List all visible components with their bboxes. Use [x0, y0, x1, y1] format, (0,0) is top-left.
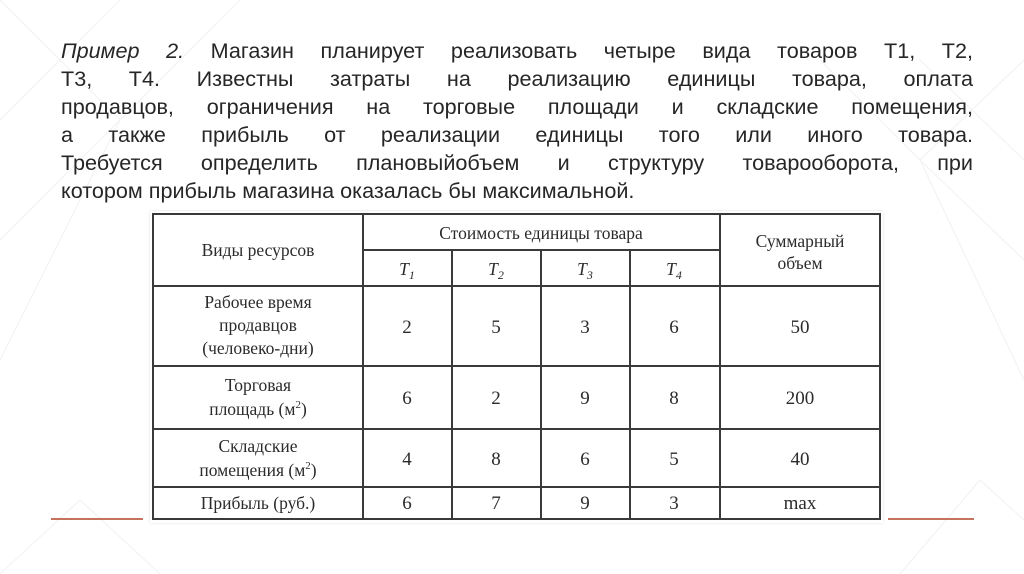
- row3-total: 40: [790, 449, 810, 470]
- row2-label-line2: [209, 399, 307, 419]
- problem-description: [61, 37, 973, 204]
- row1-value-t2: 5: [491, 317, 501, 338]
- header-t4-letter: T: [666, 259, 676, 279]
- row4-value-t2: 7: [491, 493, 501, 514]
- header-total-line2: объем: [777, 253, 823, 273]
- text-line-6: котором прибыль магазина оказалась бы максимальной.: [61, 177, 635, 203]
- row2-label-line1: Торговая: [224, 375, 292, 395]
- row3-label-main: помещения (м: [199, 460, 306, 480]
- row2-value-t2: 2: [491, 388, 501, 409]
- header-t3: [577, 259, 593, 282]
- row3-label-close: ): [310, 460, 317, 480]
- row4-value-t3: 9: [580, 493, 590, 514]
- row4-label: Прибыль (руб.): [200, 493, 316, 513]
- divider-left: [51, 518, 143, 520]
- row1-value-t1: 2: [402, 317, 412, 338]
- header-unit-cost: Стоимость единицы товара: [439, 223, 643, 243]
- row3-value-t2: 8: [491, 449, 501, 470]
- row2-label-main: площадь (м: [209, 399, 296, 419]
- row1-label-line1: Рабочее время: [204, 292, 312, 312]
- row3-label-sup: 2: [305, 460, 311, 472]
- row2-label-close: ): [300, 399, 307, 419]
- row4-value-t1: 6: [402, 493, 412, 514]
- header-t3-sub: 3: [586, 268, 593, 282]
- row3-label-line1: Складские: [218, 436, 298, 456]
- header-t4-sub: 4: [675, 268, 682, 282]
- header-t1-letter: T: [399, 259, 409, 279]
- header-t2-sub: 2: [497, 268, 504, 282]
- header-t1: [399, 259, 415, 282]
- row1-value-t4: 6: [669, 317, 679, 338]
- header-total-line1: Суммарный: [755, 231, 845, 251]
- row2-value-t4: 8: [669, 388, 679, 409]
- text-line-4: а также прибыль от реализации единицы того или иного товара.: [61, 121, 973, 147]
- text-line-3: продавцов, ограничения на торговые площади и складские помещения,: [61, 93, 973, 119]
- resources-table: [150, 211, 883, 523]
- header-t1-sub: 1: [408, 268, 415, 282]
- header-resources: Виды ресурсов: [201, 240, 315, 260]
- header-t3-letter: T: [577, 259, 587, 279]
- row1-label-line2: продавцов: [219, 315, 297, 335]
- row2-value-t3: 9: [580, 388, 590, 409]
- text-line-1: [61, 37, 973, 65]
- row3-value-t3: 6: [580, 449, 590, 470]
- row1-value-t3: 3: [580, 317, 590, 338]
- header-t2: [488, 259, 504, 282]
- row4-total: max: [783, 493, 817, 514]
- row3-value-t1: 4: [402, 449, 412, 470]
- resources-table-grid: [150, 211, 883, 523]
- text-line-1-body: Магазин планирует реализовать четыре вида товаров Т1, Т2,: [184, 38, 974, 63]
- row2-value-t1: 6: [402, 388, 412, 409]
- row4-value-t4: 3: [669, 493, 679, 514]
- row1-total: 50: [790, 317, 810, 338]
- row3-value-t4: 5: [669, 449, 679, 470]
- header-t2-letter: T: [488, 259, 498, 279]
- row2-label-sup: 2: [295, 399, 301, 411]
- row1-label-line3: (человеко-дни): [202, 338, 314, 358]
- row3-label-line2: [199, 460, 316, 480]
- text-line-2: Т3, Т4. Известны затраты на реализацию единицы товара, оплата: [61, 65, 973, 91]
- text-line-5: Требуется определить плановыйобъем и структуру товарооборота, при: [61, 149, 973, 175]
- divider-right: [888, 518, 974, 520]
- header-t4: [666, 259, 682, 282]
- row2-total: 200: [785, 388, 815, 409]
- example-label: Пример 2.: [61, 38, 185, 63]
